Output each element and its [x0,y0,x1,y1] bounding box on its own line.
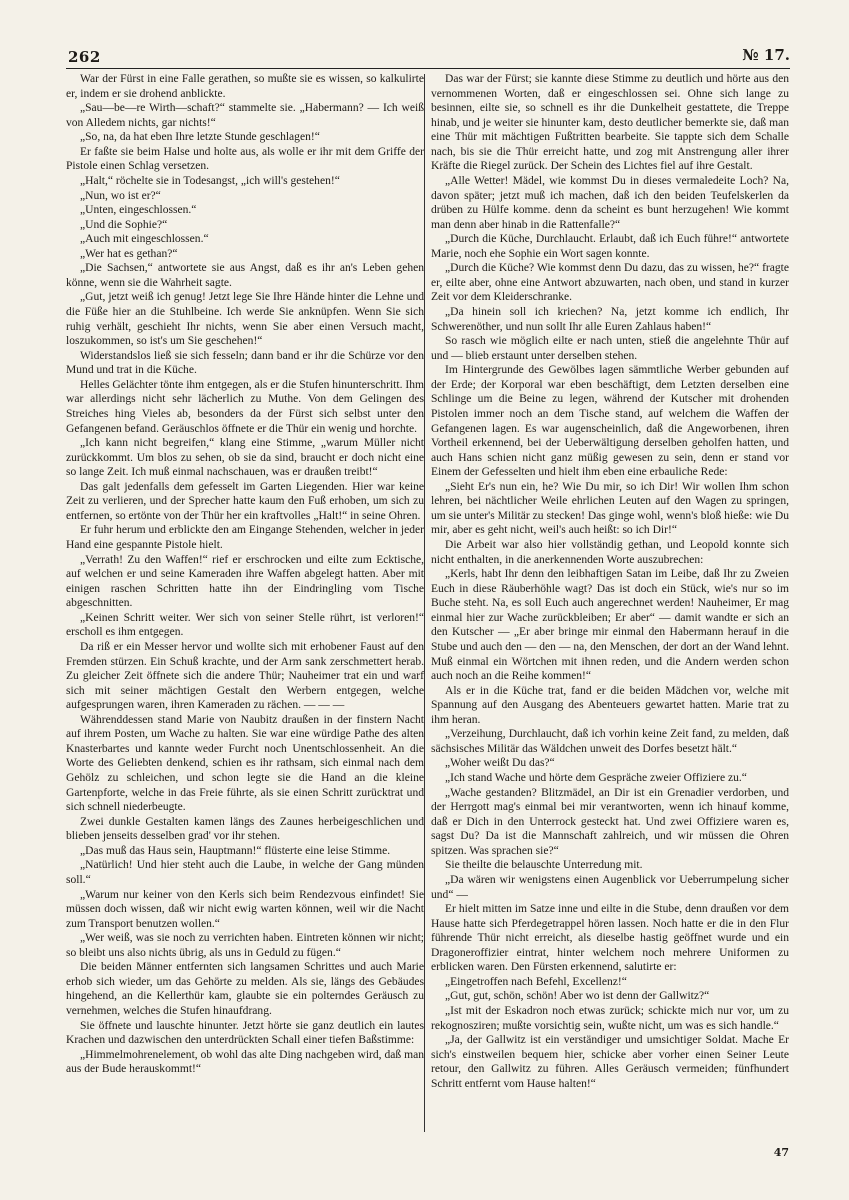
paragraph: „Unten, eingeschlossen.“ [80,204,197,217]
paragraph: Sie theilte die belauschte Unterredung mit. [445,859,643,872]
paragraph: Im Hintergrunde des Gewölbes lagen sämmtliche Werber gebunden auf der Erde; der Korporal war eben beschäftigt, dem Letzten derselben eine Schlinge um die Beine zu legen, während der Kutscher mit drohenden Pistolen immer noch an dem Tische stand, auf welchem die Waffen der Gefangenen lagen. Es war augenscheinlich, daß die Angeworbenen, ihren Vortheil erkennend, bei der Ueberwältigung derselben geholfen hatten, und auch Hans schien nicht ganz müßig gewesen zu sein, denn er stand vor Einem der Gefesselten und hielt ihm eben eine erbauliche Rede: [431,364,789,479]
paragraph: Die beiden Männer entfernten sich langsamen Schrittes und auch Marie erhob sich wieder, um das Gehörte zu melden. Als sie, längs des Gebäudes hingehend, an die Kellerthür kam, glaubte sie ein polterndes Geräusch zu vernehmen, welches die Stufen hinaufdrang. [66,961,424,1017]
paragraph: „Himmelmohrenelement, ob wohl das alte Ding nachgeben wird, daß man aus der Bude herauskommt!“ [66,1048,424,1076]
paragraph: Als er in die Küche trat, fand er die beiden Mädchen vor, welche mit Spannung auf den Ausgang des Abenteuers gewartet hatten. Marie trat zu ihm heran. [431,684,789,726]
paragraph: „Durch die Küche? Wie kommst denn Du dazu, das zu wissen, he?“ fragte er, eilte aber, ohne eine Antwort abzuwarten, nach oben, und stand in kurzer Zeit vor dem Kleiderschranke. [431,262,789,304]
paragraph: Zwei dunkle Gestalten kamen längs des Zaunes herbeigeschlichen und blieben jenseits desselben grad' vor ihr stehen. [66,815,424,843]
paragraph: So rasch wie möglich eilte er nach unten, stieß die angelehnte Thür auf und — blieb erstaunt unter derselben stehen. [431,335,789,362]
paragraph: „Natürlich! Und hier steht auch die Laube, in welche der Gang münden soll.“ [66,859,424,886]
paragraph: „Keinen Schritt weiter. Wer sich von seiner Stelle rührt, ist verloren!“ erscholl es ihm entgegen. [66,611,424,639]
paragraph: „Woher weißt Du das?“ [445,757,555,770]
paragraph: War der Fürst in eine Falle gerathen, so mußte sie es wissen, so kalkulirte er, indem er sie drohend anblickte. [66,73,424,100]
paragraph: Das war der Fürst; sie kannte diese Stimme zu deutlich und hörte aus den vernommenen Worten, daß er eingeschlossen sei. Ohne sich lange zu besinnen, eilte sie, so schnell es ihr die Dunkelheit gestattete, die Treppe hinab, und je weiter sie hinunter kam, desto deutlicher bemerkte sie, daß man eine Thür mit mächtigen Fußtritten bearbeite. Sie tappte sich dem Schalle nach, bis sie die Thür erreicht hatte, und zog mit Anstrengung aller ihrer Kräfte die Riegel zurück. Der Schein des Lichtes fiel auf ihre Gestalt. [431,73,789,173]
paragraph: „Nun, wo ist er?“ [80,189,161,202]
paragraph: „Verzeihung, Durchlaucht, daß ich vorhin keine Zeit fand, zu melden, daß sächsisches Militär das Wäldchen unweit des Dorfes besetzt hält.“ [431,728,789,755]
paragraph: „Sieht Er's nun ein, he? Wie Du mir, so ich Dir! Wir wollen Ihm schon lehren, bei nächtlicher Weile ehrlichen Leuten auf den Wagen zu springen, um sie unter's Militär zu stecken! Das ginge wohl, wenn's bloß hieße: wie Du mir, aber es geht nicht, weil's auch heißt: so ich Dir!“ [431,480,789,537]
paragraph: „Ich kann nicht begreifen,“ klang eine Stimme, „warum Müller nicht zurückkommt. Um blos zu sehen, ob sie da sind, braucht er doch nicht eine so lange Zeit. Ich muß einmal nachschauen, was er draußen treibt!“ [66,437,424,479]
paragraph: „Ja, der Gallwitz ist ein verständiger und umsichtiger Soldat. Mache Er sich's einstweilen bequem hier, schicke aber vorher einen Seiner Leute retour, den Gallwitz zu führen. Alles Geräusch vermeiden; fünfhundert Schritt entfernt vom Hause halten!“ [431,1034,789,1090]
paragraph: „Das muß das Haus sein, Hauptmann!“ flüsterte eine leise Stimme. [80,844,391,857]
paragraph: „Wer hat es gethan?“ [80,247,178,260]
paragraph: „Ich stand Wache und hörte dem Gespräche zweier Offiziere zu.“ [445,772,747,784]
paragraph: „Eingetroffen nach Befehl, Excellenz!“ [445,975,627,988]
paragraph: Helles Gelächter tönte ihm entgegen, als er die Stufen hinunterschritt. Ihm war allerdings nicht sehr lächerlich zu Muthe. Von dem Gelingen des Streiches hing Vieles ab, besonders da der Fürst sich selbst unter den Gefangenen befand. Geräuschlos öffnete er die Thür ein wenig und horchte. [66,378,424,435]
paragraph: „Warum nur keiner von den Kerls sich beim Rendezvous einfindet! Sie müssen doch wissen, daß wir nicht ewig warten können, weil wir die Nacht zum Transport benutzen wollen.“ [66,888,424,930]
paragraph: „Halt,“ röchelte sie in Todesangst, „ich will's gestehen!“ [80,174,340,187]
paragraph: Er faßte sie beim Halse und holte aus, als wolle er ihr mit dem Griffe der Pistole einen Schlag versetzen. [66,145,424,173]
paragraph: „So, na, da hat eben Ihre letzte Stunde geschlagen!“ [80,131,320,144]
paragraph: Sie öffnete und lauschte hinunter. Jetzt hörte sie ganz deutlich ein lautes Krachen und dazwischen den unterdrückten Schall einer tiefen Baßstimme: [66,1019,424,1047]
header-rule [66,68,790,69]
paragraph: Widerstandslos ließ sie sich fesseln; dann band er ihr die Schürze vor den Mund und trat in die Küche. [66,349,424,377]
paragraph: „Die Sachsen,“ antwortete sie aus Angst, daß es ihr an's Leben gehen könne, wenn sie die Wahrheit sagte. [66,262,424,289]
paragraph: „Sau—be—re Wirth—schaft?“ stammelte sie. „Habermann? — Ich weiß von Alledem nichts, gar nichts!“ [66,102,424,129]
paragraph: „Kerls, habt Ihr denn den leibhaftigen Satan im Leibe, daß Ihr zu Zweien Euch in diese Räuberhöhle wagt? Das ist doch ein Stück, wie's nur so im Buche steht. Na, es soll Euch auch angerechnet werden! Nauheimer, Er mag einmal hier zur Wache zurückbleiben; Er aber“ — damit wandte er sich an den Kutscher — „Er aber bringe mir einmal den Habermann herauf in die Stube und auch den — den — na, den Menschen, der dort an der Wand lehnt. Muß einmal ein Wörtchen mit ihnen reden, und die Andern werden schon auch noch an die Reihe kommen!“ [431,568,789,683]
right-text-column [431,72,789,1134]
paragraph: „Verrath! Zu den Waffen!“ rief er erschrocken und eilte zum Ecktische, auf welchen er und seine Kameraden ihre Waffen abgelegt hatten. Aber mit einigen raschen Schritten hatte ihn der Eindringling vom Tische abgeschnitten. [66,553,424,610]
paragraph: „Auch mit eingeschlossen.“ [80,233,209,246]
paragraph: „Gut, jetzt weiß ich genug! Jetzt lege Sie Ihre Hände hinter die Lehne und die Füße hier an die Stuhlbeine. Ich werde Sie anknüpfen. Wenn Sie sich ruhig verhält, geschieht Ihr nichts, wenn Sie aber einen Versuch macht, loszukommen, so ist's um Sie geschehen!“ [66,291,424,348]
issue-number: № 17. [742,46,790,64]
column-divider [424,74,425,1132]
paragraph: „Gut, gut, schön, schön! Aber wo ist denn der Gallwitz?“ [445,990,710,1003]
paragraph: „Ist mit der Eskadron noch etwas zurück; schickte mich nur vor, um zu rekognosziren; mußte vorsichtig sein, wußte nicht, um was es sich handle.“ [431,1005,789,1032]
paragraph: Er hielt mitten im Satze inne und eilte in die Stube, denn draußen vor dem Hause hatte sich Pferdegetrappel hören lassen. Noch hatte er die in den Flur führende Thür nicht erreicht, als dieselbe hastig geöffnet wurde und ein Dragoneroffizier eintrat, hinter welchem noch mehrere Uniformen zu erblicken waren. Den Fürsten erkennend, salutirte er: [431,903,789,974]
paragraph: „Da wären wir wenigstens einen Augenblick vor Ueberrumpelung sicher und“ — [431,873,789,901]
paragraph: „Da hinein soll ich kriechen? Na, jetzt komme ich endlich, Ihr Schwerenöther, und nun sollt Ihr alle Euren Zahlaus haben!“ [431,306,789,333]
paragraph: „Wer weiß, was sie noch zu verrichten haben. Eintreten können wir nicht; so bleibt uns also nichts übrig, als uns in Geduld zu fügen.“ [66,932,424,959]
paragraph: „Und die Sophie?“ [80,218,168,231]
paragraph: Die Arbeit war also hier vollständig gethan, und Leopold konnte sich nicht enthalten, in die anerkennenden Worte auszubrechen: [431,539,789,566]
paragraph: „Wache gestanden? Blitzmädel, an Dir ist ein Grenadier verdorben, und der Herrgott mag's einmal bei mir verantworten, wenn ich hinauf komme, daß er Dich in den Unterrock gesteckt hat. Und zwei Offiziere waren es, sagst Du? Da ist die Mannschaft zahlreich, und wir müssen die Ohren spitzen. Was sprachen sie?“ [431,786,789,857]
paragraph: Währenddessen stand Marie von Naubitz draußen in der finstern Nacht auf ihrem Posten, um Wache zu halten. Sie war eine würdige Pathe des alten Knasterbartes und kannte weder Furcht noch Unentschlossenheit. An die Worte des Geliebten denkend, schien es ihr rathsam, sich einmal nach dem Gehölz zu schleichen, und schon legte sie die Hand an die kleine Gartenpforte, welche in das Freie führte, als sie einen Schritt zurücktrat und sich schnell niederbeugte. [66,713,424,814]
page-number: 262 [68,48,101,66]
paragraph: Das galt jedenfalls dem gefesselt im Garten Liegenden. Hier war keine Zeit zu verlieren, und der Sprecher hatte kaum den Fuß erhoben, um sich zu entfernen, so ertönte von der Thür her ein kraftvolles „Halt!“ in seine Ohren. [66,480,424,522]
left-text-column [66,72,424,1134]
signature-mark: 47 [773,1146,789,1159]
paragraph: Da riß er ein Messer hervor und wollte sich mit erhobener Faust auf den Fremden stürzen. Ein Schuß krachte, und der Arm sank zerschmettert herab. Zu gleicher Zeit öffnete sich die andere Thür; Nauheimer trat ein und warf sich mit seiner mächtigen Gestalt den Werbern entgegen, welche aufgesprungen waren, ihren Kameraden zu rächen. — — — [66,640,424,712]
paragraph: „Alle Wetter! Mädel, wie kommst Du in dieses vermaledeite Loch? Na, davon später; jetzt muß ich machen, daß ich den beiden Teufelskerlen da drüben zu Hülfe komme. denn da scheint es bunt herzugehen! Wie kommt man denn aber hinab in die Rattenfalle?“ [431,174,789,231]
paragraph: „Durch die Küche, Durchlaucht. Erlaubt, daß ich Euch führe!“ antwortete Marie, noch ehe Sophie ein Wort sagen konnte. [431,233,789,260]
paragraph: Er fuhr herum und erblickte den am Eingange Stehenden, welcher in jeder Hand eine gespannte Pistole hielt. [66,524,424,551]
